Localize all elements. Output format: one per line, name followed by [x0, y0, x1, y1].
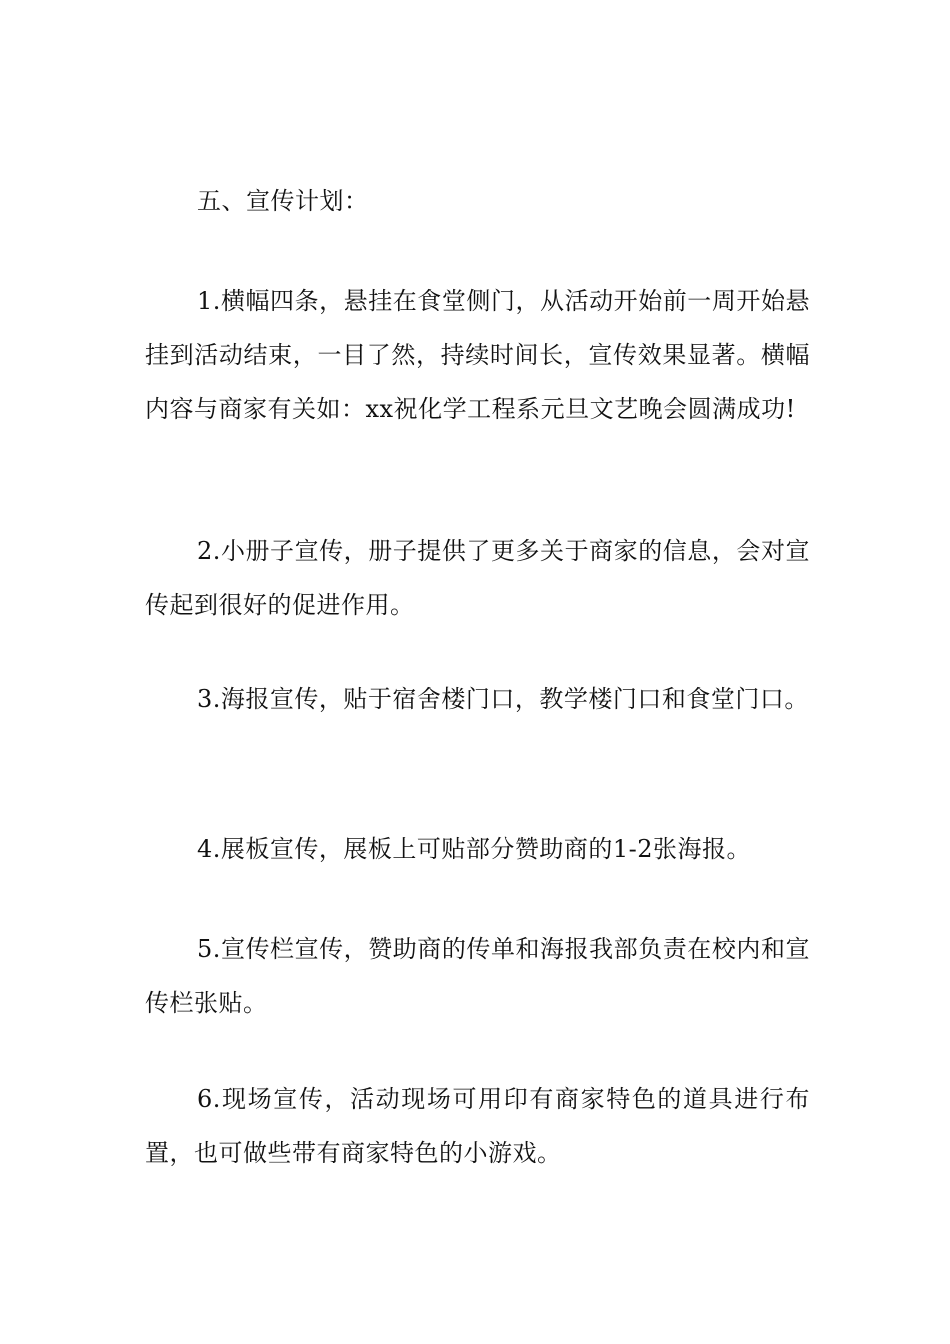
paragraph-item-6: 6.现场宣传，活动现场可用印有商家特色的道具进行布置，也可做些带有商家特色的小游戏。 — [145, 1085, 810, 1167]
section-heading: 五、宣传计划： — [197, 187, 369, 215]
paragraph-item-1: 1.横幅四条，悬挂在食堂侧门，从活动开始前一周开始悬挂到活动结束，一目了然，持续时间长，宣传效果显著。横幅内容与商家有关如：xx祝化学工程系元旦文艺晚会圆满成功! — [145, 287, 810, 423]
paragraph-item-4: 4.展板宣传，展板上可贴部分赞助商的1-2张海报。 — [197, 835, 752, 863]
paragraph-item-3: 3.海报宣传，贴于宿舍楼门口，教学楼门口和食堂门口。 — [197, 685, 809, 713]
paragraph-item-5: 5.宣传栏宣传，赞助商的传单和海报我部负责在校内和宣传栏张贴。 — [145, 935, 810, 1017]
paragraph-item-2: 2.小册子宣传，册子提供了更多关于商家的信息，会对宣传起到很好的促进作用。 — [145, 537, 810, 619]
